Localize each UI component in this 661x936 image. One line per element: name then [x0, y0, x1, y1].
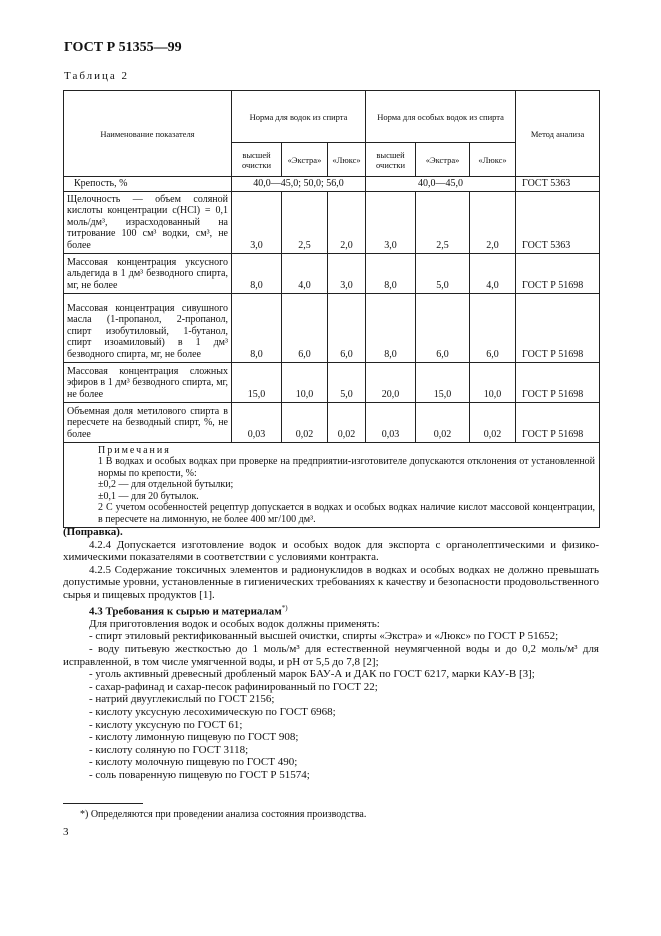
sub-header: «Люкс» — [328, 143, 366, 177]
row-name: Массовая концентрация сложных эфиров в 1 дм³ безводного спирта, мг, не более — [64, 362, 232, 402]
note-2: 2 С учетом особенностей рецептур допускается в водках и особых водках наличие кислот массовой концентрации, в пересчете на лимонную, не более 400 мг/100 дм³. — [98, 502, 596, 525]
sub-header: высшей очистки — [232, 143, 282, 177]
cell-method: ГОСТ 5363 — [516, 177, 600, 192]
paragraph-4-2-5: 4.2.5 Содержание токсичных элементов и радионуклидов в водках и особых водках не должно превышать допустимые уровни, установленные в гигиенических требованиях к качеству и безопасности продовольственного сырья и пищевых продуктов [1]. — [63, 563, 599, 601]
table-row — [64, 362, 600, 402]
note-1b: ±0,1 — для 20 бутылок. — [98, 490, 199, 502]
cell-value: 5,0 — [416, 253, 470, 293]
cell-value: 8,0 — [232, 253, 282, 293]
document-header: ГОСТ Р 51355—99 — [64, 40, 182, 55]
cell-value: 5,0 — [328, 362, 366, 402]
table-row — [64, 177, 600, 192]
cell-method: ГОСТ Р 51698 — [516, 402, 600, 442]
footnote: *) Определяются при проведении анализа состояния производства. — [80, 809, 367, 820]
list-item: - соль поваренную пищевую по ГОСТ Р 51574; — [89, 768, 310, 781]
cell-value: 4,0 — [470, 253, 516, 293]
notes-title: Примечания — [98, 444, 171, 456]
cell-method: ГОСТ Р 51698 — [516, 362, 600, 402]
list-item: - кислоту уксусную лесохимическую по ГОСТ 6968; — [89, 705, 336, 718]
list-item: - уголь активный древесный дробленый марок БАУ-А и ДАК по ГОСТ 6217, марки КАУ-В [3]; — [89, 668, 535, 681]
cell-value: 0,03 — [232, 402, 282, 442]
group-header-special: Норма для особых водок из спирта — [366, 91, 516, 143]
cell-value: 6,0 — [282, 293, 328, 362]
notes-row — [64, 442, 600, 528]
cell-value: 4,0 — [282, 253, 328, 293]
list-item: - кислоту соляную по ГОСТ 3118; — [89, 743, 249, 756]
sub-header: «Люкс» — [470, 143, 516, 177]
cell-value: 0,02 — [470, 402, 516, 442]
cell-value: 3,0 — [328, 253, 366, 293]
group-header-vodka: Норма для водок из спирта — [232, 91, 366, 143]
paragraph-4-2-4: 4.2.4 Допускается изготовление водок и особых водок для экспорта с органолептическими и физико-химическими показателями в соответствии с условиями контракта. — [63, 538, 599, 564]
table-caption: Таблица 2 — [64, 70, 130, 82]
cell-value: 10,0 — [282, 362, 328, 402]
col-method-header: Метод анализа — [516, 91, 600, 177]
row-name: Массовая концентрация уксусного альдегида в 1 дм³ безводного спирта, мг, не более — [64, 253, 232, 293]
cell-method: ГОСТ Р 51698 — [516, 253, 600, 293]
list-item: - воду питьевую жесткостью до 1 моль/м³ для естественной неумягченной воды и до 0,2 моль/м³ для исправленной, в том числе умягченной воды, и pH от 5,5 до 7,8 [2]; — [63, 643, 599, 668]
footnote-divider — [63, 803, 143, 804]
row-name: Объемная доля метилового спирта в пересчете на безводный спирт, %, не более — [64, 402, 232, 442]
requirements-table — [63, 90, 600, 528]
cell-value: 3,0 — [366, 191, 416, 253]
list-item: - сахар-рафинад и сахар-песок рафинированный по ГОСТ 22; — [89, 680, 378, 693]
amendment-label: (Поправка). — [63, 526, 123, 538]
cell-value: 2,5 — [282, 191, 328, 253]
table-row — [64, 402, 600, 442]
list-item: - кислоту молочную пищевую по ГОСТ 490; — [89, 756, 298, 769]
note-1a: ±0,2 — для отдельной бутылки; — [98, 479, 234, 491]
cell-value: 20,0 — [366, 362, 416, 402]
cell-value: 6,0 — [416, 293, 470, 362]
sub-header: «Экстра» — [282, 143, 328, 177]
cell-value: 2,5 — [416, 191, 470, 253]
cell-value: 15,0 — [232, 362, 282, 402]
cell-value: 6,0 — [328, 293, 366, 362]
cell-value: 40,0—45,0 — [366, 177, 516, 192]
cell-value: 10,0 — [470, 362, 516, 402]
cell-value: 8,0 — [232, 293, 282, 362]
cell-method: ГОСТ 5363 — [516, 191, 600, 253]
cell-value: 6,0 — [470, 293, 516, 362]
note-1: 1 В водках и особых водках при проверке на предприятии-изготовителе допускаются отклонения от установленной нормы по крепости, %: — [98, 456, 596, 479]
table-notes — [64, 442, 600, 528]
cell-value: 40,0—45,0; 50,0; 56,0 — [232, 177, 366, 192]
cell-value: 3,0 — [232, 191, 282, 253]
cell-value: 8,0 — [366, 253, 416, 293]
section-heading-4-3: 4.3 Требования к сырью и материалам*) — [89, 603, 288, 618]
sub-header: высшей очистки — [366, 143, 416, 177]
table-row — [64, 293, 600, 362]
cell-value: 8,0 — [366, 293, 416, 362]
materials-intro: Для приготовления водок и особых водок должны применять: — [89, 617, 380, 630]
cell-value: 0,02 — [416, 402, 470, 442]
cell-value: 0,02 — [282, 402, 328, 442]
cell-value: 2,0 — [328, 191, 366, 253]
table-row — [64, 191, 600, 253]
cell-method: ГОСТ Р 51698 — [516, 293, 600, 362]
col-name-header: Наименование показателя — [64, 91, 232, 177]
page-number: 3 — [63, 826, 69, 838]
body-text — [63, 526, 599, 782]
list-item: - спирт этиловый ректификованный высшей очистки, спирты «Экстра» и «Люкс» по ГОСТ Р 51652; — [89, 630, 559, 643]
row-name: Крепость, % — [64, 177, 232, 192]
row-name: Щелочность — объем соляной кислоты концентрации c(HCl) = 0,1 моль/дм³, израсходованный на титрование 100 см³ водки, см³, не более — [64, 191, 232, 253]
sub-header: «Экстра» — [416, 143, 470, 177]
table-row — [64, 253, 600, 293]
cell-value: 15,0 — [416, 362, 470, 402]
cell-value: 2,0 — [470, 191, 516, 253]
list-item: - кислоту уксусную по ГОСТ 61; — [89, 718, 243, 731]
cell-value: 0,03 — [366, 402, 416, 442]
list-item: - кислоту лимонную пищевую по ГОСТ 908; — [89, 731, 299, 744]
list-item: - натрий двууглекислый по ГОСТ 2156; — [89, 693, 275, 706]
cell-value: 0,02 — [328, 402, 366, 442]
row-name: Массовая концентрация сивушного масла (1-пропанол, 2-пропанол, спирт изобутиловый, 1-бутанол, спирт изоамиловый) в 1 дм³ безводного спирта, мг, не более — [64, 293, 232, 362]
